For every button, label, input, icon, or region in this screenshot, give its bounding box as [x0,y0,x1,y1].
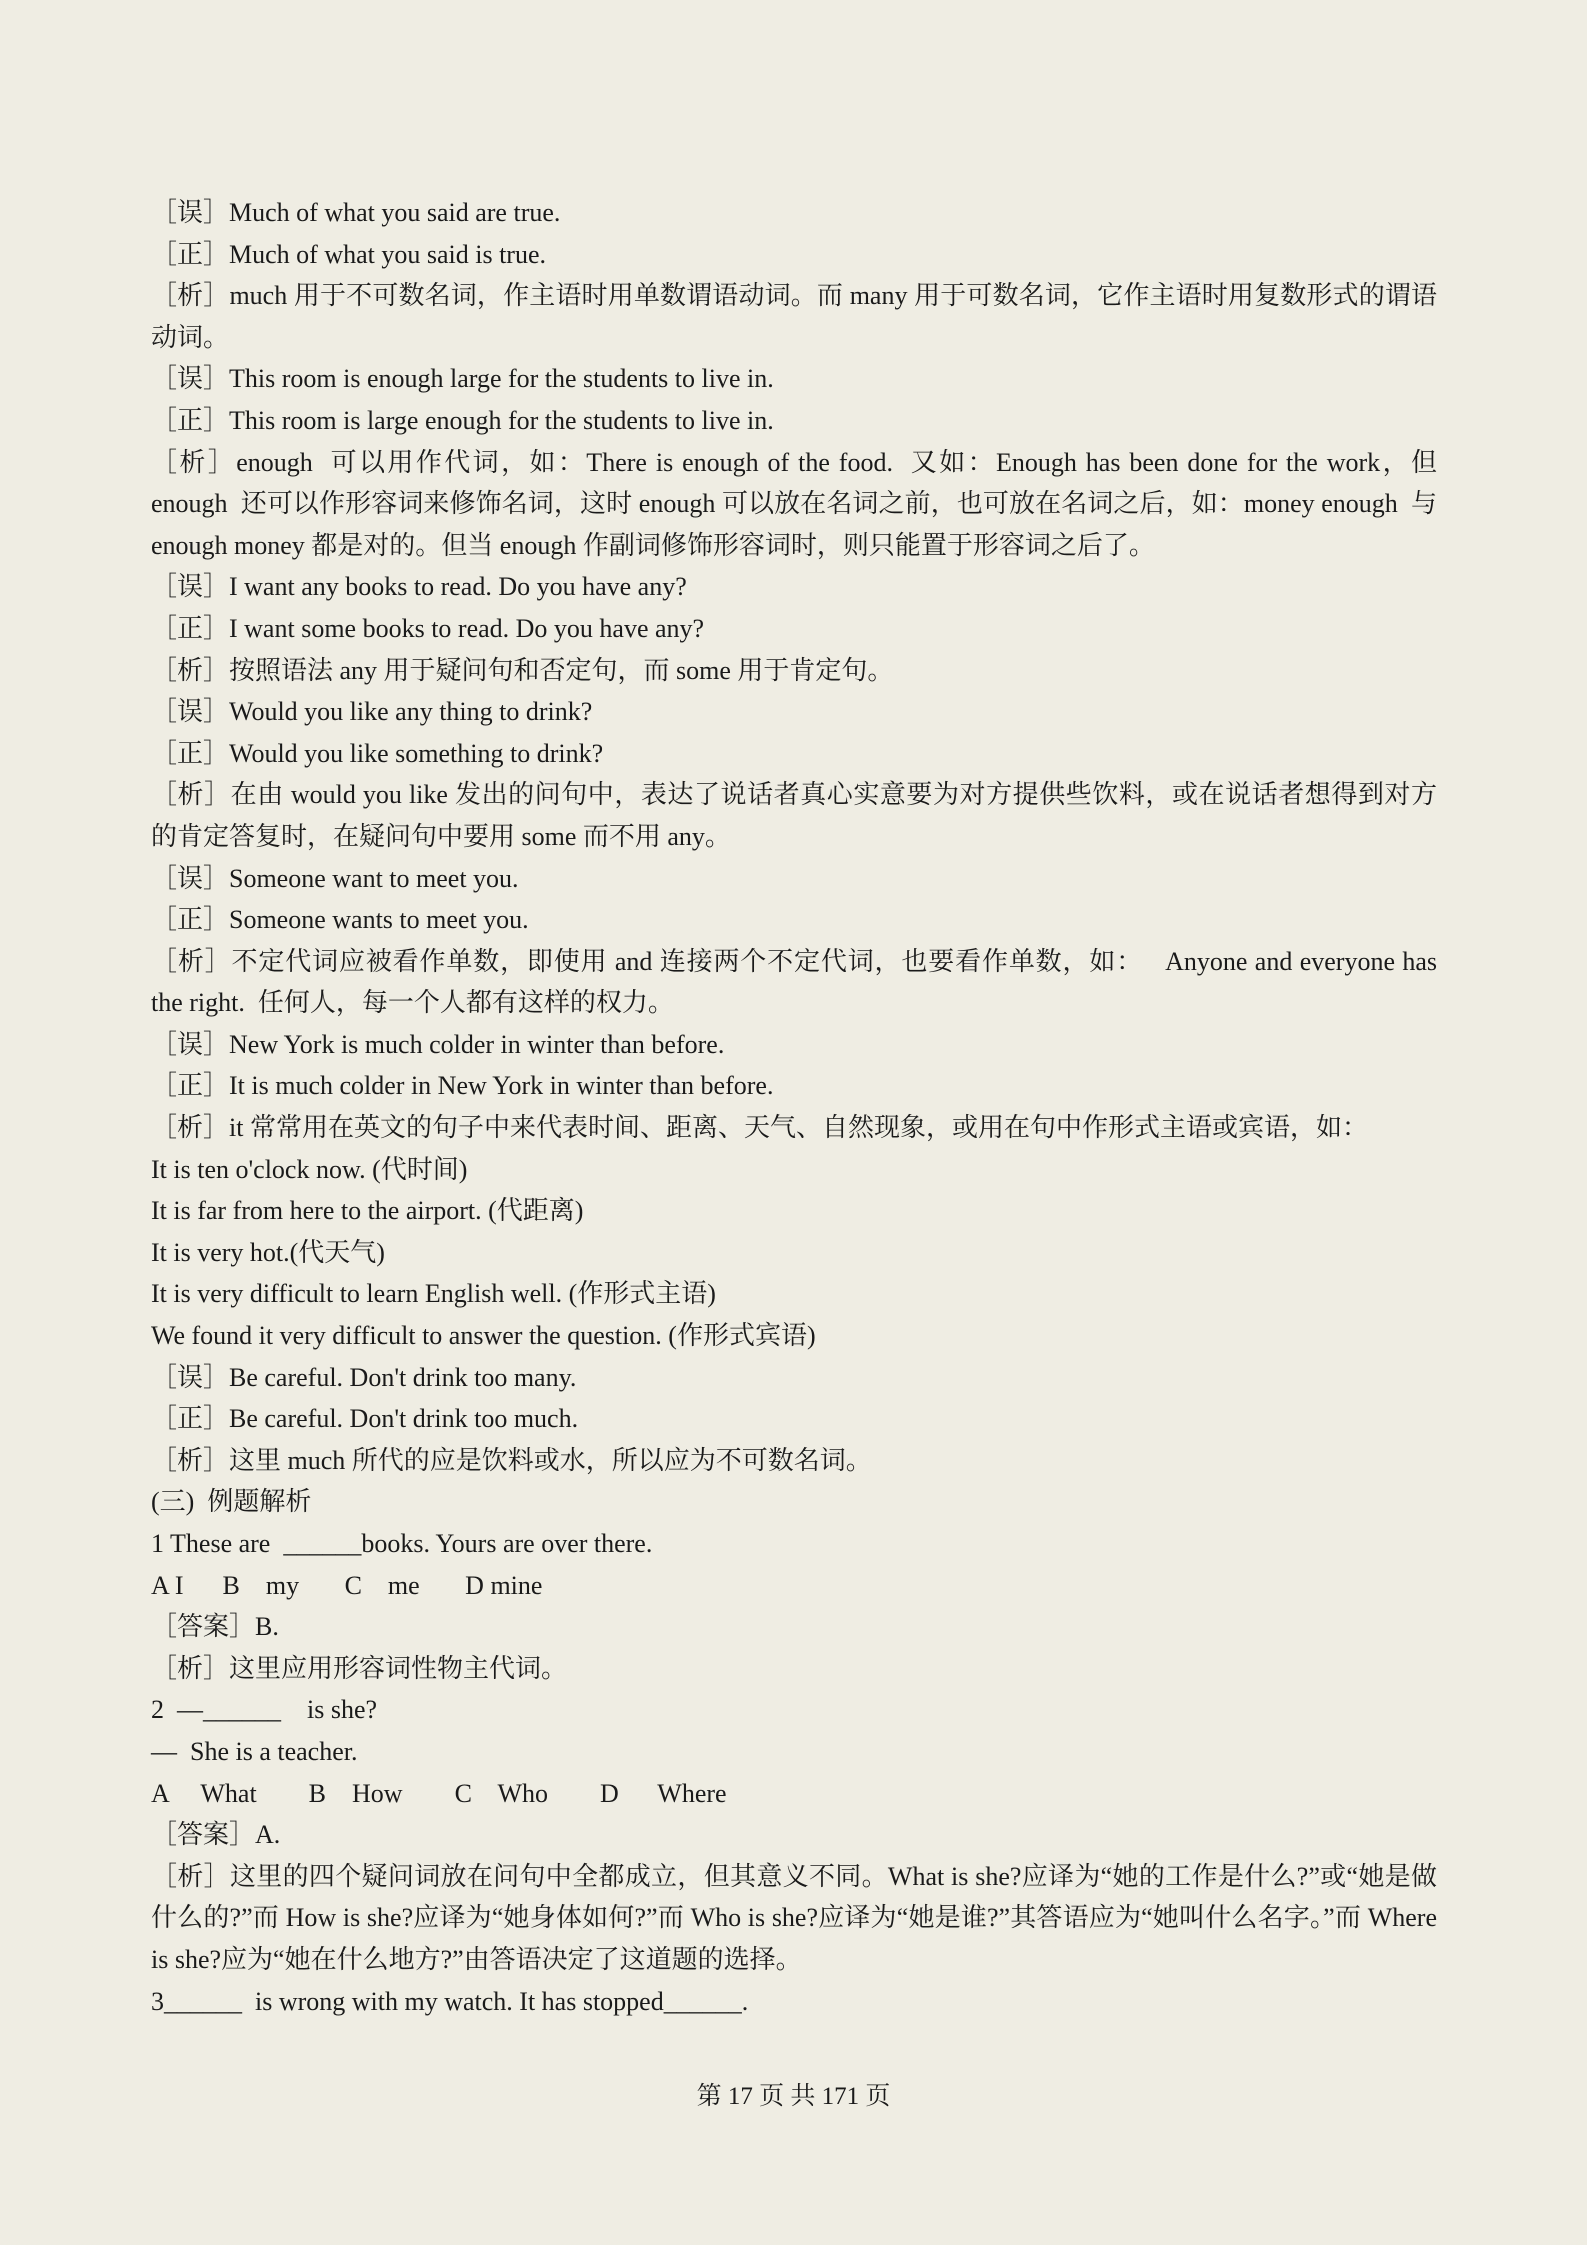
text-line: ［正］Much of what you said is true. [151,239,547,269]
text-line: 2 —______ is she? [151,1695,378,1725]
text-line: We found it very difficult to answer the question. (作形式宾语) [151,1321,816,1351]
text-line: ［正］It is much colder in New York in winter than before. [151,1071,774,1101]
text-line: ［误］This room is enough large for the students to live in. [151,364,774,394]
text-line: ［正］Someone wants to meet you. [151,905,529,935]
text-line: ［析］在由 would you like 发出的问句中，表达了说话者真心实意要为对方提供些饮料，或在说话者想得到对方的肯定答复时，在疑问句中要用 some 而不用 any。 [151,780,1437,851]
text-line: ［正］Would you like something to drink? [151,738,604,768]
text-line: It is very hot.(代天气) [151,1237,385,1267]
text-line: ［析］much 用于不可数名词，作主语时用单数谓语动词。而 many 用于可数名词，它作主语时用复数形式的谓语动词。 [151,281,1437,352]
text-line: ［误］Someone want to meet you. [151,863,519,893]
text-line: ［析］enough 可以用作代词，如：There is enough of the food. 又如：Enough has been done for the work，但 enough 还可以作形容词来修饰名词，这时 enough 可以放在名词之前，也可放在名词之后，如：money enough 与 enough money 都是对的。但当 enough 作副词修饰形容词时，则只能置于形容词之后了。 [151,447,1444,560]
text-line: ［正］I want some books to read. Do you have any? [151,613,705,643]
text-line: ［答案］A. [151,1820,281,1850]
text-line: — She is a teacher. [151,1736,358,1766]
text-line: ［析］按照语法 any 用于疑问句和否定句，而 some 用于肯定句。 [151,655,894,685]
page-body [151,192,1444,2022]
text-line: ［误］Would you like any thing to drink? [151,697,593,727]
text-line: It is very difficult to learn English well. (作形式主语) [151,1279,716,1309]
text-line: 1 These are ______books. Yours are over there. [151,1529,653,1558]
text-line: A I B my C me D mine [151,1570,543,1600]
text-line: ［答案］B. [151,1612,279,1642]
text-line: A What B How C Who D Where [151,1778,727,1808]
text-line: It is ten o'clock now. (代时间) [151,1154,468,1184]
text-line: 3______ is wrong with my watch. It has stopped______. [151,1986,749,2016]
text-line: ［析］不定代词应被看作单数，即使用 and 连接两个不定代词，也要看作单数，如： Anyone and everyone has the right. 任何人，每一个人都有这样的权力。 [151,946,1444,1018]
text-line: ［析］it 常常用在英文的句子中来代表时间、距离、天气、自然现象，或用在句中作形式主语或宾语，如： [151,1113,1368,1143]
text-line: ［析］这里应用形容词性物主代词。 [151,1653,568,1683]
text-line: ［析］这里的四个疑问词放在问句中全都成立，但其意义不同。What is she?应译为“她的工作是什么?”或“她是做什么的?”而 How is she?应译为“她身体如何?”而 Who is she?应译为“她是谁?”其答语应为“她叫什么名字。”而 Where is she?应为“她在什么地方?”由答语决定了这道题的选择。 [151,1861,1444,1974]
text-line: (三) 例题解析 [151,1487,312,1517]
text-line: ［误］I want any books to read. Do you have any? [151,572,687,602]
text-line: ［正］This room is large enough for the students to live in. [151,405,774,435]
text-line: ［误］Much of what you said are true. [151,198,561,227]
page-footer: 第 17 页 共 171 页 [696,2083,891,2110]
text-line: ［误］Be careful. Don't drink too many. [151,1362,577,1392]
text-line: It is far from here to the airport. (代距离) [151,1196,584,1226]
text-line: ［正］Be careful. Don't drink too much. [151,1404,579,1434]
text-line: ［析］这里 much 所代的应是饮料或水，所以应为不可数名词。 [151,1445,872,1475]
text-line: ［误］New York is much colder in winter than before. [151,1029,725,1059]
